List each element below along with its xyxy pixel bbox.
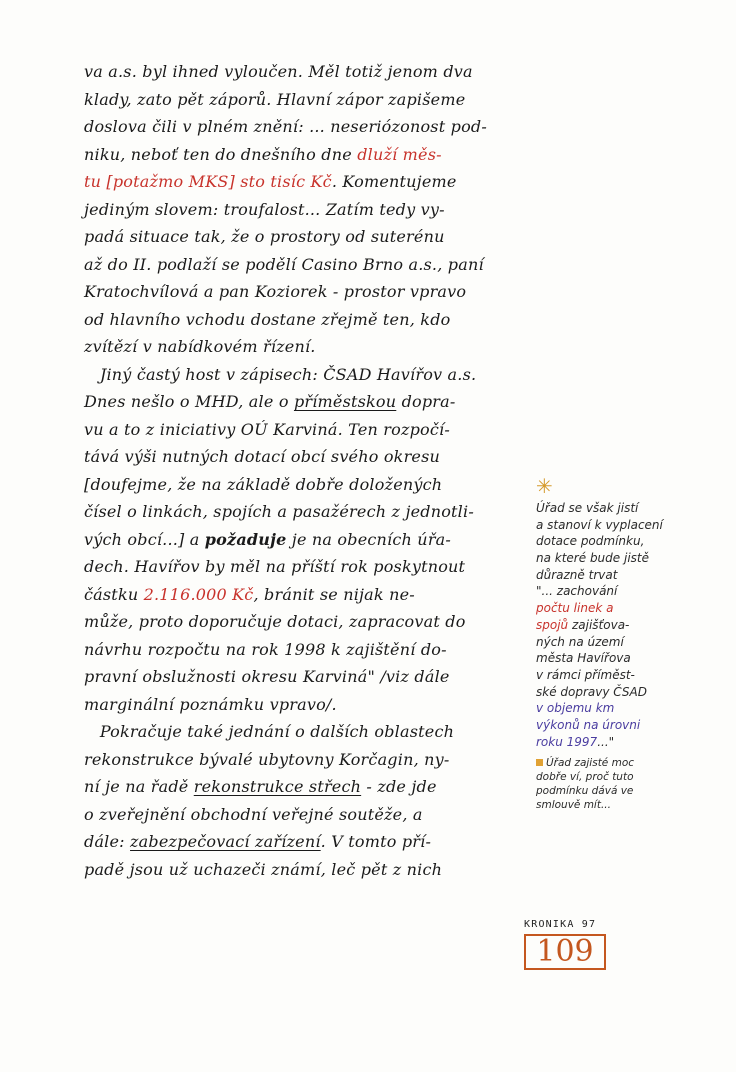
text-segment: jediným slovem: troufalost... Zatím tedy vy- (84, 199, 445, 219)
text-line (84, 58, 516, 86)
text-segment: "... zachování (536, 584, 618, 599)
text-line (536, 533, 708, 550)
text-line (84, 333, 516, 361)
highlighted-text: rekonstrukce střech (193, 777, 362, 796)
text-line (84, 388, 516, 416)
main-text-column (84, 58, 516, 883)
text-line (536, 717, 708, 734)
text-line (84, 223, 516, 251)
text-line (84, 773, 516, 801)
text-segment: . V tomto pří- (320, 832, 432, 851)
text-segment: může, proto doporučuje dotaci, zapracovat do (84, 612, 466, 631)
text-segment: Úřad se však jistí (536, 501, 639, 515)
text-segment: je na obecních úřa- (286, 529, 452, 549)
text-line (84, 361, 516, 389)
margin-subnote-line: dobře ví, proč tuto (536, 771, 634, 784)
text-line (84, 828, 516, 856)
text-line (84, 553, 516, 581)
text-segment: ské dopravy ČSAD (536, 684, 647, 699)
highlighted-text: požaduje (204, 529, 287, 549)
text-line (536, 567, 708, 584)
text-segment: Jiný častý host v zápisech: ČSAD Havířov a.s. (84, 364, 477, 384)
text-segment: ní je na řadě (84, 777, 194, 796)
highlighted-text: výkonů na úrovni (536, 717, 641, 732)
text-line (536, 700, 708, 717)
highlighted-text: spojů (536, 617, 569, 632)
text-segment: dopra- (396, 392, 456, 411)
text-line (84, 526, 516, 554)
text-segment: vu a to z iniciativy OÚ Karviná. Ten rozpočí- (84, 419, 450, 439)
text-segment: od hlavního vchodu dostane zřejmě ten, kdo (84, 309, 451, 329)
text-line (84, 746, 516, 774)
text-segment: rekonstrukce bývalé ubytovny Korčagin, ny- (84, 749, 450, 769)
text-segment: Pokračuje také jednání o dalších oblastech (84, 722, 455, 741)
margin-subnote-line: smlouvě mít... (536, 799, 611, 812)
text-segment: pravní obslužnosti okresu Karviná" /viz dále (84, 667, 450, 686)
text-segment: - zde jde (361, 777, 437, 796)
text-line (84, 306, 516, 334)
text-segment: a stanoví k vyplacení (536, 517, 663, 532)
text-line (536, 634, 708, 651)
text-segment: dotace podmínku, (536, 534, 645, 549)
text-line (84, 471, 516, 499)
text-line (84, 856, 516, 884)
text-line (84, 443, 516, 471)
margin-subnote-line: podmínku dává ve (536, 785, 634, 798)
text-line (84, 801, 516, 829)
highlighted-text: 2.116.000 Kč (143, 584, 254, 604)
text-segment: marginální poznámku vpravo/. (84, 694, 337, 714)
highlighted-text: tu [potažmo MKS] sto tisíc Kč (84, 172, 332, 191)
text-line (84, 113, 516, 141)
text-line (536, 517, 708, 534)
text-segment: [doufejme, že na základě dobře doložených (84, 474, 443, 494)
text-segment: důrazně trvat (536, 567, 618, 582)
text-line (84, 251, 516, 279)
text-line (536, 500, 708, 517)
text-line (84, 691, 516, 719)
text-segment: až do II. podlaží se podělí Casino Brno a.s., paní (84, 254, 484, 274)
text-segment: . Komentujeme (331, 172, 457, 191)
text-line (84, 278, 516, 306)
text-segment: Dnes nešlo o MHD, ale o (84, 392, 294, 411)
text-segment: , bránit se nijak ne- (253, 584, 415, 604)
highlighted-text: v objemu km (536, 701, 615, 716)
margin-subnote-line: Úřad zajisté moc (536, 756, 708, 770)
bullet-square-icon (536, 759, 543, 766)
text-line (536, 684, 708, 701)
text-segment: vých obcí...] a (84, 529, 205, 549)
text-segment: padě jsou už uchazeči známí, leč pět z nich (84, 859, 443, 879)
text-segment: va a.s. byl ihned vyloučen. Měl totiž jenom dva (84, 62, 473, 81)
text-segment: o zveřejnění obchodní veřejné soutěže, a (84, 804, 423, 824)
margin-note-text (536, 500, 708, 750)
chronicle-label: KRONIKA 97 (524, 919, 597, 930)
text-line (84, 196, 516, 224)
asterisk-icon: ✳ (536, 474, 553, 498)
text-segment: čísel o linkách, spojích a pasažérech z jednotli- (84, 502, 474, 521)
text-line (84, 86, 516, 114)
highlighted-text: roku 1997 (536, 734, 598, 749)
text-segment: na které bude jistě (536, 551, 649, 566)
text-segment: niku, neboť ten do dnešního dne (84, 144, 358, 164)
text-segment: částku (84, 584, 144, 604)
text-line (84, 416, 516, 444)
text-segment: dále: (84, 832, 131, 851)
text-line (84, 581, 516, 609)
margin-note (536, 476, 708, 812)
text-line (536, 734, 708, 751)
text-line (536, 550, 708, 567)
highlighted-text: počtu linek a (536, 601, 614, 616)
highlighted-text: zabezpečovací zařízení (130, 832, 321, 851)
text-line (84, 663, 516, 691)
text-segment: doslova čili v plném znění: ... neseriózonost pod- (84, 117, 487, 136)
text-segment: ..." (597, 734, 615, 749)
text-segment: dech. Havířov by měl na příští rok poskytnout (84, 557, 466, 576)
text-line (84, 718, 516, 746)
highlighted-text: příměstskou (293, 392, 397, 411)
text-segment: Kratochvílová a pan Koziorek - prostor vpravo (84, 282, 467, 301)
text-segment: zvítězí v nabídkovém řízení. (84, 337, 316, 356)
highlighted-text: dluží měs- (357, 144, 442, 164)
text-segment: zajišťova- (568, 617, 630, 632)
text-line (84, 498, 516, 526)
text-segment: v rámci příměst- (536, 667, 635, 682)
text-line (84, 608, 516, 636)
text-line (84, 636, 516, 664)
text-segment: ných na území (536, 634, 624, 649)
page-number: 109 (524, 934, 606, 970)
text-segment: návrhu rozpočtu na rok 1998 k zajištění do- (84, 639, 447, 659)
text-segment: klady, zato pět záporů. Hlavní zápor zapišeme (84, 89, 466, 109)
text-line (536, 667, 708, 684)
text-segment: města Havířova (536, 651, 631, 666)
text-line (536, 600, 708, 617)
margin-subnote (536, 756, 708, 812)
text-line (536, 583, 708, 600)
text-segment: tává výši nutných dotací obcí svého okresu (84, 447, 441, 466)
page-footer (524, 918, 620, 970)
text-line (536, 617, 708, 634)
text-line (84, 168, 516, 196)
text-segment: padá situace tak, že o prostory od suterénu (84, 227, 445, 246)
text-line (84, 141, 516, 169)
text-line (536, 650, 708, 667)
